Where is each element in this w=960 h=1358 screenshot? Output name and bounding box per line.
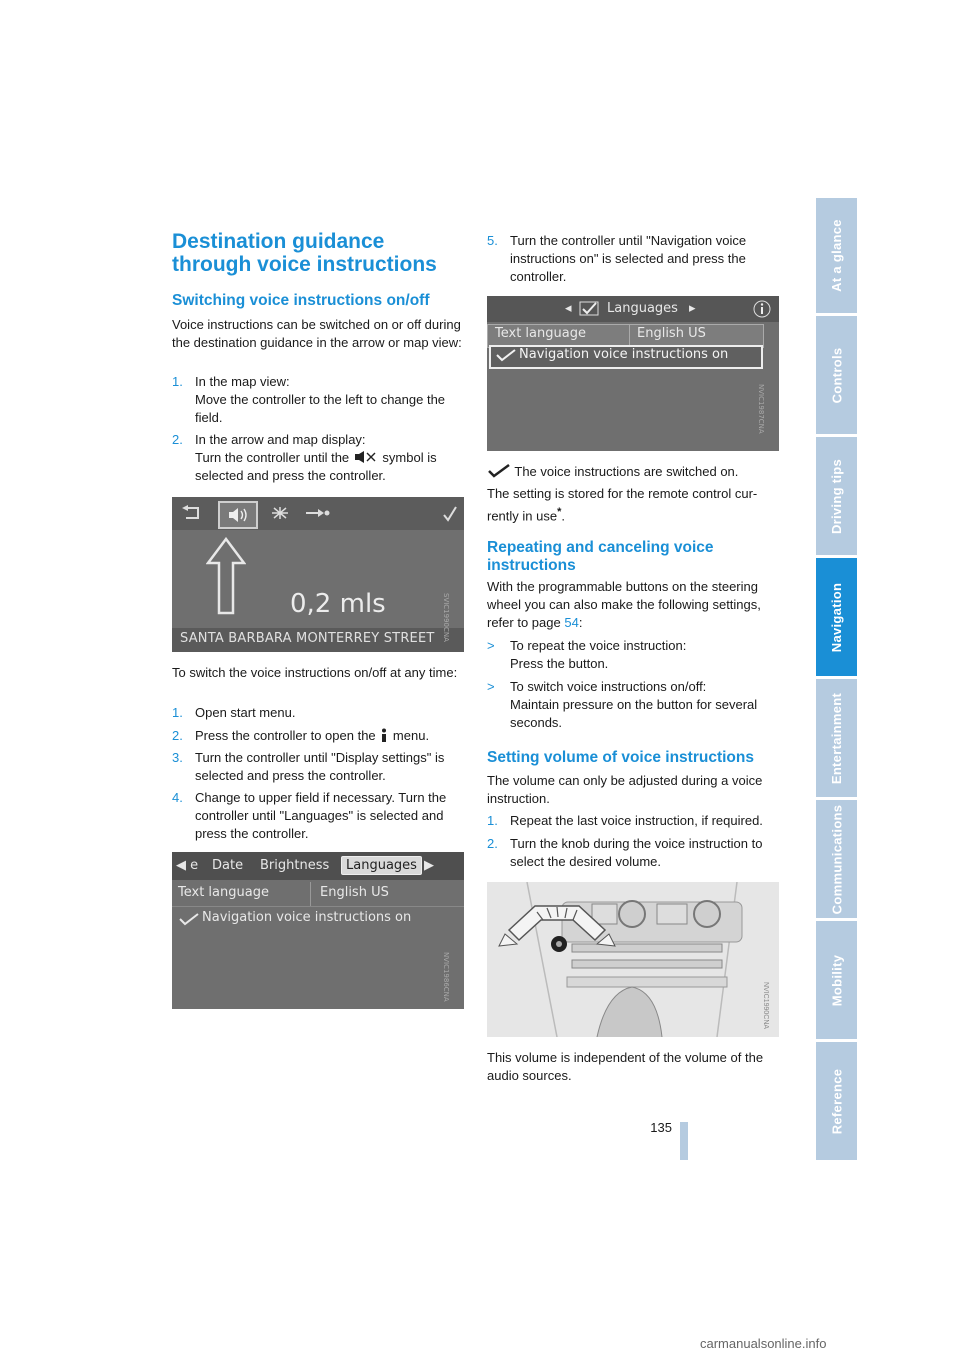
volume-intro: The volume can only be adjusted during a voice instruction. (487, 773, 763, 806)
independent-paragraph: This volume is independent of the volume of the audio sources. (487, 1050, 764, 1083)
header-left-arrow: ◂ (565, 301, 572, 316)
check-icon (487, 464, 511, 478)
distance-readout: 0,2 mls (290, 589, 386, 619)
tab-navigation[interactable]: Navigation (816, 558, 857, 676)
image-code: NVIC1987CNA (757, 384, 765, 434)
arrow-view-screenshot (172, 497, 464, 652)
tab-reference[interactable]: Reference (816, 1042, 857, 1160)
nav-voice-option: Navigation voice instructions on (519, 347, 729, 362)
languages-menu-screenshot (172, 852, 464, 1009)
page-link-54[interactable]: 54 (564, 615, 579, 630)
bullet-repeat: > To repeat the voice instruction: Press the button. (487, 638, 687, 671)
check-icon (495, 348, 517, 362)
info-icon (753, 299, 771, 319)
text-language-label: Text language (178, 885, 269, 900)
section-heading-volume: Setting volume of voice instructions (487, 749, 754, 766)
step-5: 5. Turn the controller until "Navigation voice instructions on" is selected and press the controller. (487, 233, 747, 284)
nav-voice-option: Navigation voice instructions on (202, 910, 412, 925)
section-heading-repeating: Repeating and canceling voice instructions (487, 539, 714, 574)
tab-mobility[interactable]: Mobility (816, 921, 857, 1039)
center-console-illustration (487, 882, 779, 1037)
step-c2: 2. Turn the knob during the voice instruction to select the desired volume. (487, 836, 763, 869)
step-c1: 1. Repeat the last voice instruction, if required. (487, 813, 763, 828)
route-arrow-icon (304, 505, 330, 521)
image-code: NVIC1990CNA (762, 982, 769, 1030)
console-photo (487, 882, 779, 1037)
header-right-arrow: ▸ (689, 301, 696, 316)
page-title: Destination guidance through voice instructions (172, 230, 437, 276)
tab-languages-selected: Languages (341, 856, 422, 875)
programmable-paragraph: With the programmable buttons on the steering wheel you can also make the following settings, refer to page 54: (487, 579, 761, 630)
direction-arrow-icon (206, 537, 246, 615)
bullet-switch: > To switch voice instructions on/off: Maintain pressure on the button for several seconds. (487, 679, 758, 730)
check-icon (178, 912, 200, 926)
switched-on-line: The voice instructions are switched on. (487, 463, 779, 481)
voice-on-screenshot (487, 296, 779, 451)
step-b4: 4. Change to upper field if necessary. Turn the controller until "Languages" is selected and press the controller. (172, 790, 447, 841)
anytime-paragraph: To switch the voice instructions on/off at any time: (172, 665, 458, 680)
intro-paragraph: Voice instructions can be switched on or off during the destination guidance in the arrow or map view: (172, 317, 462, 350)
tab-driving-tips[interactable]: Driving tips (816, 437, 857, 555)
text-language-label: Text language (495, 326, 586, 341)
map-icon (270, 505, 290, 521)
voice-toggle-selected (218, 501, 258, 529)
tab-brightness: Brightness (260, 858, 330, 873)
speaker-icon (220, 503, 256, 527)
back-icon (182, 505, 202, 521)
tab-date: Date (212, 858, 244, 873)
check-icon (579, 301, 599, 316)
text-language-value: English US (637, 326, 706, 341)
page-number: 135 (650, 1120, 672, 1135)
check-icon (442, 505, 458, 523)
street-name: SANTA BARBARA MONTERREY STREET (180, 631, 435, 646)
section-heading-switching: Switching voice instructions on/off (172, 292, 430, 309)
tab-communications[interactable]: Communications (816, 800, 857, 918)
text-language-value: English US (320, 885, 389, 900)
step-b3: 3. Turn the controller until "Display settings" is selected and press the controller. (172, 750, 445, 783)
step-b1: 1. Open start menu. (172, 705, 296, 720)
tab-at-a-glance[interactable]: At a glance (816, 198, 857, 313)
voice-symbol-icon (353, 450, 379, 464)
tab-entertainment[interactable]: Entertainment (816, 679, 857, 797)
arrow-right-icon: ▶ (424, 858, 434, 873)
page-marker (680, 1122, 688, 1160)
info-icon (379, 728, 389, 742)
stored-paragraph: The setting is stored for the remote control cur- rently in use*. (487, 486, 758, 524)
tab-controls[interactable]: Controls (816, 316, 857, 434)
image-code: SVIC1990CNA (442, 593, 450, 642)
image-code: NVIC1986CNA (442, 952, 450, 1002)
step-a1: 1. In the map view: Move the controller to the left to change the field. (172, 374, 446, 425)
footer-watermark: carmanualsonline.info (700, 1336, 827, 1351)
step-a2: 2. In the arrow and map display: Turn the controller until the symbol is selected and press the controller. (172, 432, 437, 483)
menu-header-languages: Languages (607, 301, 678, 316)
step-b2: 2. Press the controller to open the menu. (172, 728, 430, 743)
tab-e: ◀ e (176, 858, 199, 873)
